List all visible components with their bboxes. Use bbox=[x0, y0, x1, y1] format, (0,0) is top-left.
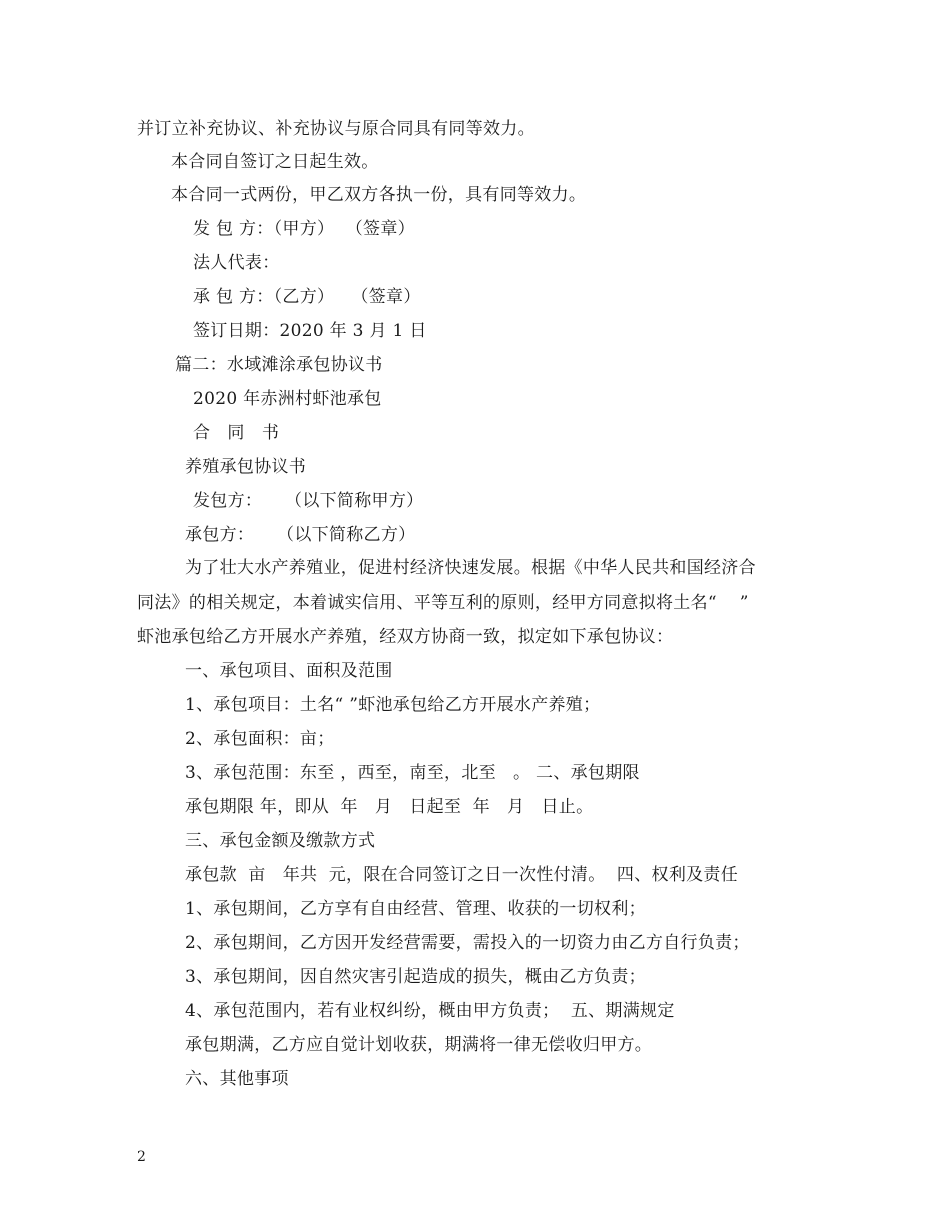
text-line: 承包期限 年，即从 年 月 日起至 年 月 日止。 bbox=[185, 797, 594, 817]
text-line: 承包方： （以下简称乙方） bbox=[185, 525, 416, 545]
text-line: 承 包 方：（乙方） （签章） bbox=[193, 287, 421, 307]
text-line: 三、承包金额及缴款方式 bbox=[185, 831, 376, 851]
text-line: 本合同一式两份，甲乙双方各执一份，具有同等效力。 bbox=[171, 185, 587, 205]
text-line: 2、承包面积：亩； bbox=[185, 729, 335, 749]
text-line: 承包款 亩 年共 元，限在合同签订之日一次性付清。 四、权利及责任 bbox=[185, 865, 739, 885]
text-line: 本合同自签订之日起生效。 bbox=[171, 152, 379, 172]
text-line: 1、承包项目：土名“ ”虾池承包给乙方开展水产养殖； bbox=[185, 695, 601, 715]
text-line: 养殖承包协议书 bbox=[185, 457, 307, 477]
text-line: 4、承包范围内，若有业权纠纷，概由甲方负责； 五、期满规定 bbox=[185, 1001, 675, 1021]
text-line: 发 包 方：（甲方） （签章） bbox=[193, 219, 415, 239]
page-number: 2 bbox=[137, 1149, 146, 1165]
text-line: 2020 年赤洲村虾池承包 bbox=[193, 389, 382, 409]
text-line: 虾池承包给乙方开展水产养殖，经双方协商一致，拟定如下承包协议： bbox=[137, 627, 674, 647]
text-line: 六、其他事项 bbox=[185, 1069, 289, 1089]
text-line: 合 同 书 bbox=[193, 423, 280, 443]
text-line: 2、承包期间，乙方因开发经营需要，需投入的一切资力由乙方自行负责； bbox=[185, 933, 750, 953]
text-line: 3、承包期间，因自然灾害引起造成的损失，概由乙方负责； bbox=[185, 967, 646, 987]
text-line: 并订立补充协议、补充协议与原合同具有同等效力。 bbox=[137, 119, 535, 139]
text-line: 1、承包期间，乙方享有自由经营、管理、收获的一切权利； bbox=[185, 899, 646, 919]
text-line: 发包方： （以下简称甲方） bbox=[193, 491, 424, 511]
text-line: 签订日期：2020 年 3 月 1 日 bbox=[193, 321, 427, 341]
text-line: 一、承包项目、面积及范围 bbox=[185, 661, 393, 681]
text-line: 3、承包范围：东至 ，西至，南至，北至 。 二、承包期限 bbox=[185, 763, 640, 783]
text-line: 承包期满，乙方应自觉计划收获，期满将一律无偿收归甲方。 bbox=[185, 1035, 653, 1055]
text-line: 为了壮大水产养殖业，促进村经济快速发展。根据《中华人民共和国经济合 bbox=[185, 558, 756, 578]
text-line: 同法》的相关规定，本着诚实信用、平等互利的原则，经甲方同意拟将土名“ ” bbox=[137, 593, 749, 613]
section-heading: 篇二：水域滩涂承包协议书 bbox=[175, 355, 383, 375]
text-line: 法人代表： bbox=[193, 253, 280, 273]
